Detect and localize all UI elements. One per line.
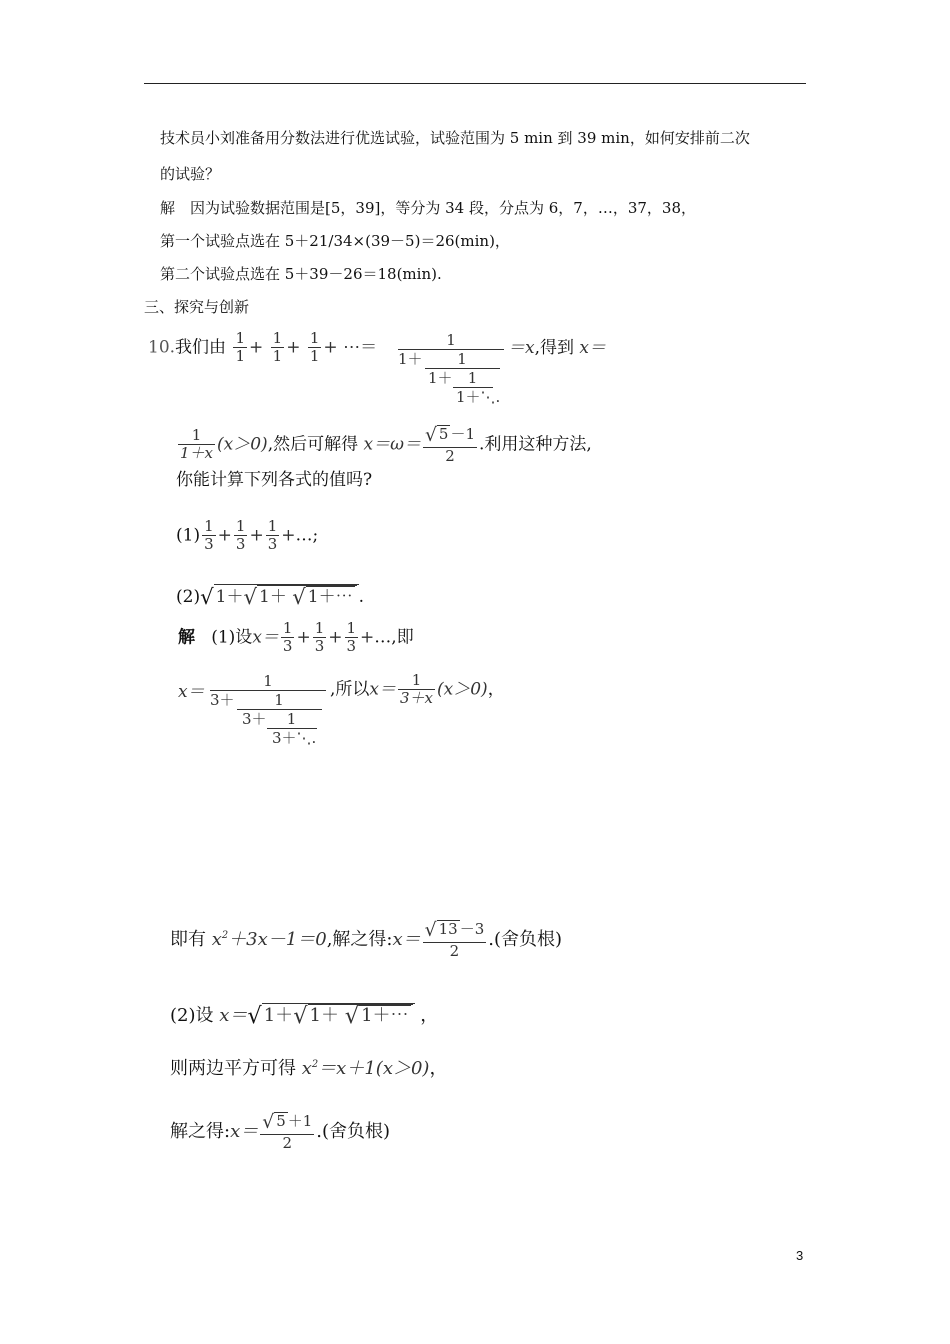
solve2-text: 解之得: [170,1120,231,1142]
page-number: 3 [796,1248,804,1263]
fraction: $\frac{√ 5 +1}{2}$ [262,1112,313,1152]
solution-1: 解 (1)设x＝ $\frac{1}{3}$ + $\frac{1}{3}$ + $\frac{1}{3}$ +…,即 [178,619,414,656]
solution-line-3: 第二个试验点选在 5＋39－26＝18(min). [160,265,442,283]
part-2-label: (2) [176,587,201,607]
q10-gives: ＝x,得到 x＝ [508,338,606,358]
so-text: ,所以 [330,679,370,700]
continued-fraction-1: 1 1＋ 1 1＋ 1 1＋⋱. [398,331,504,406]
part-1: (1) $\frac{1}{3}$ + $\frac{1}{3}$ + $\frac{1}{3}$ +…; [176,517,319,554]
q10-fixed-point: $\frac{1}{1+x}$ (x＞0),然后可解得 x＝ω＝ $\frac{√ 5 -1}{2}$ .利用这种方法, [180,425,592,465]
part-2: (2)√ 1＋√ 1＋ √ 1＋⋯ . [176,585,365,610]
gives-text: ,得到 [534,338,574,358]
problem-line-1: 技术员小刘准备用分数法进行优选试验，试验范围为 5 min 到 39 min，如何安排前二次 [160,129,750,147]
fraction: $\frac{1}{3+x}$ [400,671,434,708]
fraction: $\frac{1}{3}$ [204,517,214,554]
fraction: $\frac{√ 5 -1}{2}$ [424,425,475,465]
solution-line-1: 解 因为试验数据范围是[5，39]，等分为 34 段，分点为 6，7，…，37，38， [160,199,696,217]
x-equals: x＝ [178,682,205,702]
solution-line-2: 第一个试验点选在 5＋21/34×(39－5)＝26(min)， [160,232,510,250]
fraction: $\frac{1}{1}$ [235,329,245,366]
fraction: $\frac{1}{1}$ [309,329,320,366]
problem-line-2: 的试验？ [160,165,221,183]
part-1-label: (1) [176,525,201,546]
result-text: 即有 [170,928,206,950]
final-line: 解之得:x＝ $\frac{√ 5 +1}{2}$ .(舍负根) [170,1112,391,1152]
square-line: 则两边平方可得 $x^2=x+1(x>0)$， [170,1058,448,1079]
let-1: (1)设 [211,627,253,648]
q10-intro: 我们由 [175,337,227,358]
square-text: 则两边平方可得 [170,1058,296,1079]
part-2-end: . [358,587,365,607]
q10-number: 10. [148,337,176,358]
method-text: .利用这种方法, [479,434,592,455]
fraction: $\frac{1}{3}$ [346,619,357,656]
q10-ask: 你能计算下列各式的值吗? [176,470,373,490]
then-text: ,然后可解得 [267,434,359,455]
fraction: $\frac{1}{3}$ [235,517,246,554]
section-heading: 三、探究与创新 [144,298,250,316]
solve-text: ,解之得: [326,928,393,950]
fraction: $\frac{√ 13 -3}{2}$ [424,920,485,960]
continued-fraction-2: 1 3＋ 1 3＋ 1 3＋⋱. [210,672,326,747]
fraction: $\frac{1}{1+x}$ [180,426,214,463]
fraction: $\frac{1}{1}$ [272,329,283,366]
let-1-end: …,即 [374,627,414,648]
fraction: $\frac{1}{3}$ [282,619,293,656]
q10-statement: 10.我们由 $\frac{1}{1}$ + $\frac{1}{1}$ + $\frac{1}{1}$ + ⋯＝ [148,329,378,366]
solution-2: (2)设 x＝√ 1＋√ 1＋ √ 1＋⋯ ， [170,1003,439,1029]
neg-root-2: .(舍负根) [316,1120,391,1142]
fraction: $\frac{1}{3}$ [314,619,325,656]
fraction: $\frac{1}{3}$ [267,517,278,554]
part-1-end: …; [295,525,319,546]
neg-root-1: .(舍负根) [488,928,563,950]
quadratic-line: 即有 $x^2+3x-1=0$,解之得:x＝ $\frac{√ 13 -3}{2}$ .(舍负根) [170,920,563,960]
let-2: (2)设 [170,1005,214,1026]
solution-label: 解 [178,627,195,648]
so-x: ,所以x＝ $\frac{1}{3+x}$ (x＞0)， [330,671,505,708]
header-rule [144,83,806,84]
